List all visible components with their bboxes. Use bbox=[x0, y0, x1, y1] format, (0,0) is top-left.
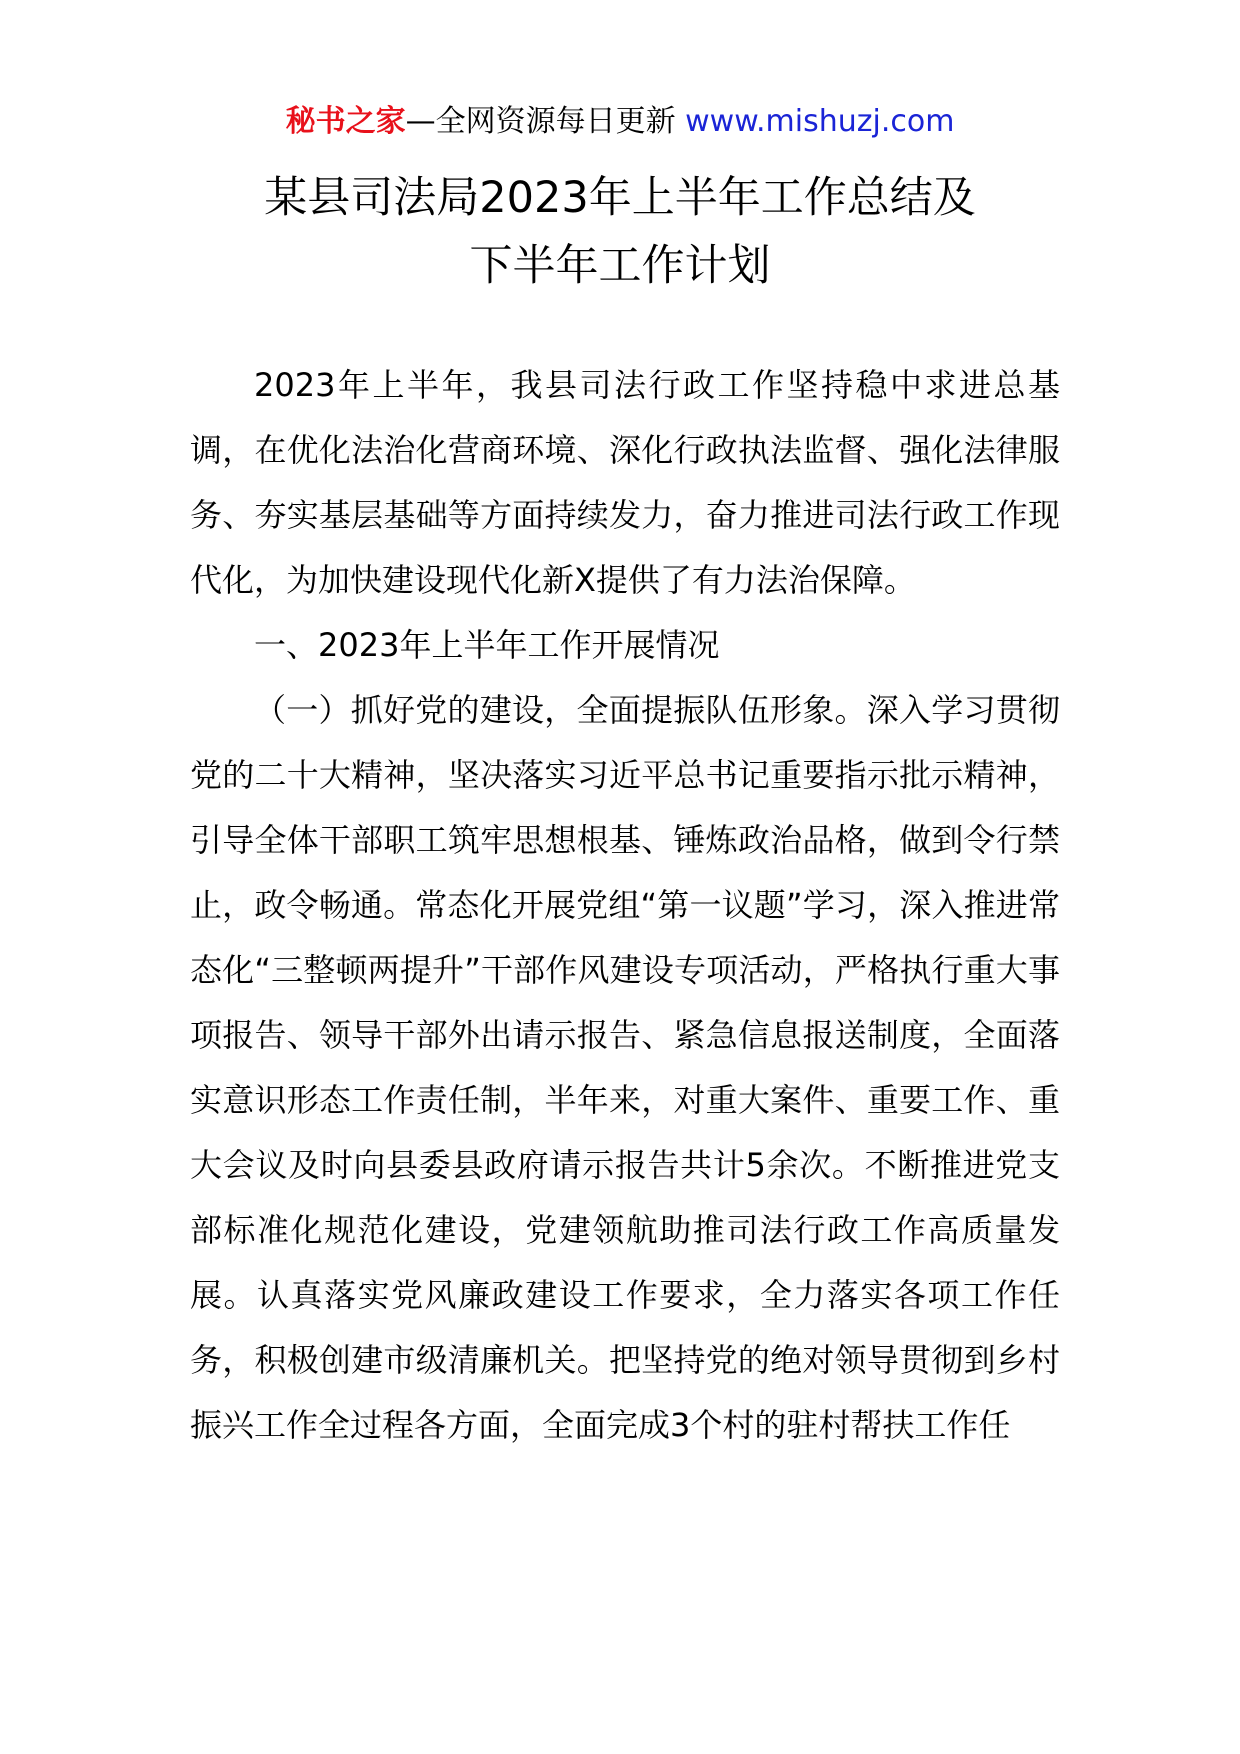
brand-name: 秘书之家 bbox=[285, 104, 406, 139]
document-title-line-1: 某县司法局2023年上半年工作总结及 bbox=[264, 173, 976, 223]
source-banner bbox=[0, 100, 1240, 144]
site-url-link[interactable]: www.mishuzj.com bbox=[685, 104, 955, 139]
document-body bbox=[190, 353, 1060, 1458]
section-heading-1: 一、2023年上半年工作开展情况 bbox=[254, 626, 720, 664]
banner-slogan: —全网资源每日更新 bbox=[405, 104, 686, 139]
section-1-paragraph-1: （一）抓好党的建设，全面提振队伍形象。深入学习贯彻党的二十大精神，坚决落实习近平总书记重要指示批示精神，引导全体干部职工筑牢思想根基、锤炼政治品格，做到令行禁止，政令畅通。常态化开展党组“第一议题”学习，深入推进常态化“三整顿两提升”干部作风建设专项活动，严格执行重大事项报告、领导干部外出请示报告、紧急信息报送制度，全面落实意识形态工作责任制，半年来，对重大案件、重要工作、重大会议及时向县委县政府请示报告共计5余次。不断推进党支部标准化规范化建设，党建领航助推司法行政工作高质量发展。认真落实党风廉政建设工作要求，全力落实各项工作任务，积极创建市级清廉机关。把坚持党的绝对领导贯彻到乡村振兴工作全过程各方面，全面完成3个村的驻村帮扶工作任 bbox=[190, 691, 1060, 1444]
document-title-line-2: 下半年工作计划 bbox=[469, 241, 771, 291]
intro-paragraph: 2023年上半年，我县司法行政工作坚持稳中求进总基调，在优化法治化营商环境、深化行政执法监督、强化法律服务、夯实基层基础等方面持续发力，奋力推进司法行政工作现代化，为加快建设现代化新X提供了有力法治保障。 bbox=[190, 366, 1060, 599]
document-title bbox=[0, 164, 1240, 300]
